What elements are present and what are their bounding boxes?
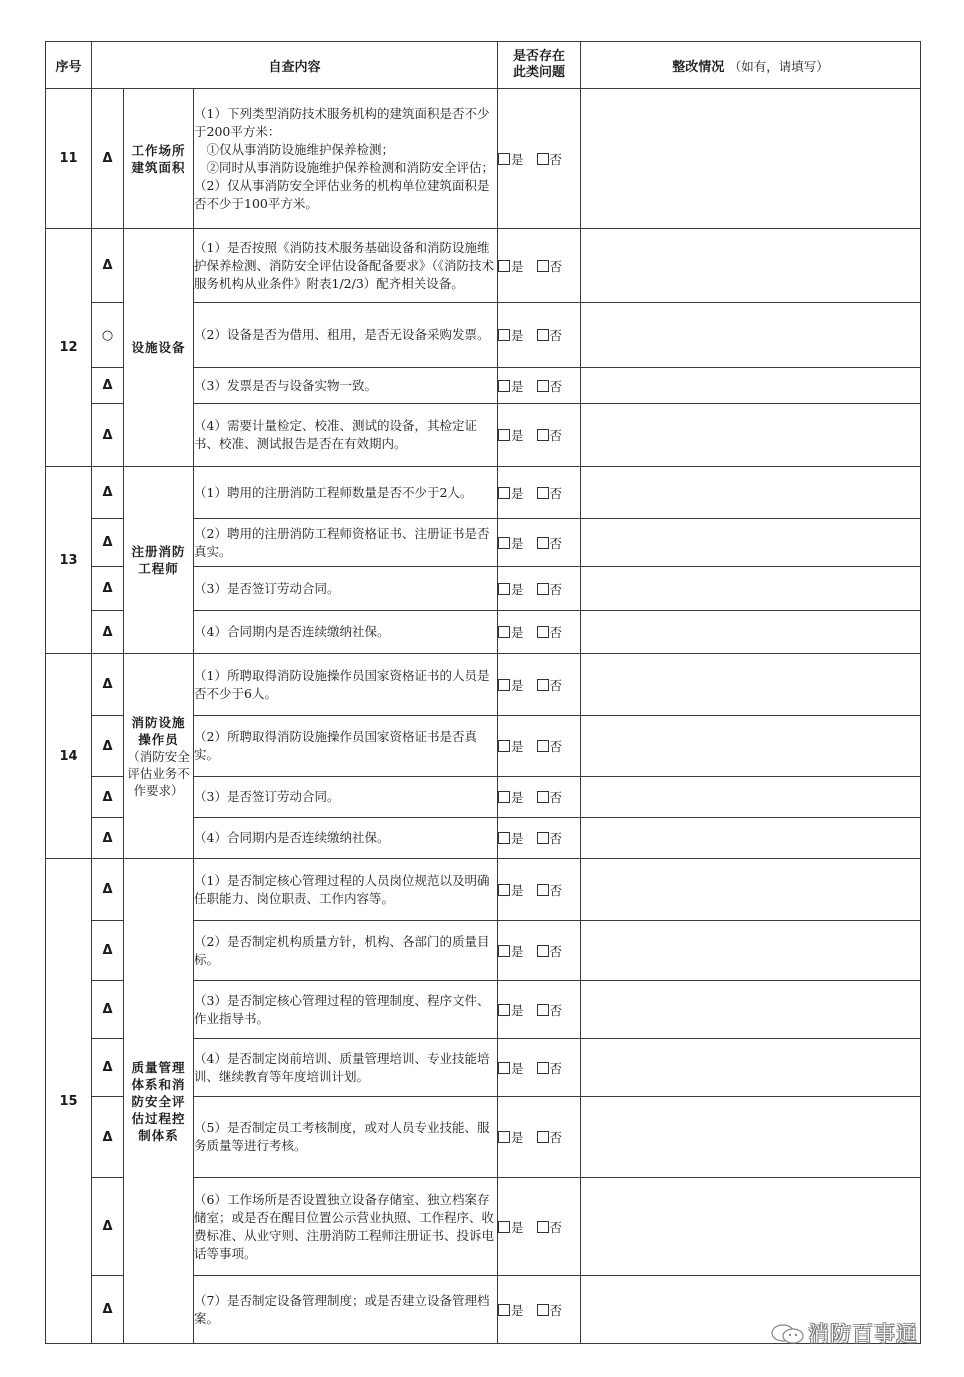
checkbox-label: 否 <box>549 1130 563 1145</box>
checkbox-label: 是 <box>511 739 524 754</box>
row-seq-number: 15 <box>46 859 92 1344</box>
checkbox-yes[interactable] <box>498 534 524 552</box>
checkbox-yes[interactable] <box>498 257 524 275</box>
checkbox-square-icon[interactable] <box>498 1062 510 1074</box>
issue-exists-choice <box>498 567 581 611</box>
checkbox-label: 是 <box>511 882 524 898</box>
triangle-mark-icon: Δ <box>92 1097 124 1178</box>
checkbox-square-icon[interactable] <box>498 1221 510 1233</box>
inspection-item-text <box>194 229 498 303</box>
remedy-input-cell[interactable] <box>581 611 921 654</box>
inspection-item-line: （2）仅从事消防安全评估业务的机构单位建筑面积是否不少于100平方米。 <box>194 177 490 211</box>
table-row <box>46 89 921 229</box>
issue-exists-choice <box>498 981 581 1039</box>
inspection-item-text <box>194 519 498 567</box>
triangle-mark-icon: Δ <box>92 404 124 467</box>
checkbox-square-icon[interactable] <box>537 429 549 441</box>
issue-exists-choice <box>498 467 581 519</box>
table-row <box>46 859 921 921</box>
remedy-input-cell[interactable] <box>581 303 921 368</box>
checkbox-label: 是 <box>511 1002 524 1018</box>
category-label-line: 质量管理 <box>131 1059 186 1075</box>
inspection-item-line: （4）合同期内是否连续缴纳社保。 <box>194 624 390 639</box>
category-cell <box>124 467 194 654</box>
inspection-item-text <box>194 981 498 1039</box>
header-exists-line1: 是否存在 <box>512 49 565 64</box>
inspection-item-line: （4）合同期内是否连续缴纳社保。 <box>194 830 390 845</box>
inspection-item-text <box>194 611 498 654</box>
issue-exists-choice <box>498 303 581 368</box>
inspection-item-line: （3）是否签订劳动合同。 <box>194 789 340 804</box>
checkbox-yes[interactable] <box>498 881 524 899</box>
self-inspection-table <box>45 41 921 1344</box>
issue-exists-choice <box>498 89 581 229</box>
checkbox-label: 否 <box>549 1060 563 1076</box>
remedy-input-cell[interactable] <box>581 777 921 818</box>
category-cell <box>124 859 194 1344</box>
checkbox-label: 是 <box>511 790 524 805</box>
checkbox-yes[interactable] <box>498 426 524 444</box>
checkbox-square-icon[interactable] <box>537 1304 549 1316</box>
checkbox-yes[interactable] <box>498 580 524 598</box>
checkbox-square-icon[interactable] <box>537 740 549 752</box>
inspection-item-text <box>194 921 498 981</box>
checkbox-square-icon[interactable] <box>498 679 510 691</box>
checkbox-square-icon[interactable] <box>537 537 549 549</box>
checkbox-label: 是 <box>511 625 524 640</box>
table-header-row <box>46 42 921 89</box>
checkbox-label: 是 <box>511 535 524 551</box>
checkbox-square-icon[interactable] <box>537 487 549 499</box>
checkbox-square-icon[interactable] <box>537 791 549 803</box>
header-exists-line2: 此类问题 <box>512 65 565 80</box>
table-row <box>46 654 921 716</box>
checkbox-square-icon[interactable] <box>537 1131 549 1143</box>
inspection-item-text <box>194 777 498 818</box>
issue-exists-choice <box>498 1097 581 1178</box>
checkbox-label: 是 <box>511 831 524 846</box>
checkbox-square-icon[interactable] <box>537 1062 549 1074</box>
triangle-mark-icon: Δ <box>92 611 124 654</box>
category-label-line: 体系和消 <box>131 1076 186 1092</box>
remedy-input-cell[interactable] <box>581 1097 921 1178</box>
issue-exists-choice <box>498 229 581 303</box>
inspection-item-text <box>194 818 498 859</box>
remedy-input-cell[interactable] <box>581 368 921 404</box>
checkbox-label: 否 <box>549 485 563 501</box>
inspection-item-line: （1）所聘取得消防设施操作员国家资格证书的人员是否不少于6人。 <box>194 667 490 701</box>
inspection-item-line: （2）所聘取得消防设施操作员国家资格证书是否真实。 <box>194 729 477 762</box>
checkbox-square-icon[interactable] <box>498 884 510 896</box>
category-cell <box>124 89 194 229</box>
inspection-item-text <box>194 89 498 229</box>
inspection-item-text <box>194 1276 498 1344</box>
inspection-item-text <box>194 1097 498 1178</box>
checkbox-square-icon[interactable] <box>498 626 510 638</box>
row-seq-number: 13 <box>46 467 92 654</box>
remedy-input-cell[interactable] <box>581 716 921 777</box>
inspection-item-line: （1）是否制定核心管理过程的人员岗位规范以及明确任职能力、岗位职责、工作内容等。 <box>194 872 490 906</box>
header-seq: 序号 <box>46 42 92 89</box>
triangle-mark-icon: Δ <box>92 981 124 1039</box>
checkbox-square-icon[interactable] <box>537 329 549 341</box>
inspection-item-line: （2）是否制定机构质量方针，机构、各部门的质量目标。 <box>194 933 490 967</box>
checkbox-yes[interactable] <box>498 1001 524 1019</box>
triangle-mark-icon: Δ <box>92 716 124 777</box>
checkbox-label: 否 <box>549 790 563 805</box>
table-body <box>46 89 921 1344</box>
watermark <box>770 1318 918 1348</box>
remedy-input-cell[interactable] <box>581 921 921 981</box>
checkbox-yes[interactable] <box>498 676 524 694</box>
checkbox-no[interactable] <box>537 1059 563 1077</box>
category-label-line: 工作场所 <box>131 142 186 158</box>
checkbox-label: 否 <box>549 677 563 693</box>
circle-mark-icon: ○ <box>92 303 124 368</box>
header-remedy-label: 整改情况 <box>672 59 725 75</box>
inspection-item-line: （1）聘用的注册消防工程师数量是否不少于2人。 <box>194 484 473 500</box>
checkbox-label: 否 <box>549 581 563 597</box>
category-label-line: 注册消防 <box>131 544 186 559</box>
inspection-item-line: ①仅从事消防设施维护保养检测； <box>194 141 395 157</box>
checkbox-no[interactable] <box>537 623 563 641</box>
issue-exists-choice <box>498 859 581 921</box>
triangle-mark-icon: Δ <box>92 519 124 567</box>
issue-exists-choice <box>498 1178 581 1276</box>
inspection-item-text <box>194 716 498 777</box>
checkbox-square-icon[interactable] <box>537 1004 549 1016</box>
issue-exists-choice <box>498 777 581 818</box>
checkbox-square-icon[interactable] <box>537 945 549 957</box>
checkbox-label: 否 <box>549 943 563 959</box>
inspection-item-text <box>194 404 498 467</box>
checkbox-label: 是 <box>511 677 524 693</box>
header-exists <box>498 42 581 89</box>
inspection-item-line: （3）是否签订劳动合同。 <box>194 580 340 596</box>
checkbox-square-icon[interactable] <box>537 832 549 844</box>
triangle-mark-icon: Δ <box>92 89 124 229</box>
checkbox-square-icon[interactable] <box>498 740 510 752</box>
remedy-input-cell[interactable] <box>581 1178 921 1276</box>
remedy-input-cell[interactable] <box>581 859 921 921</box>
checkbox-label: 是 <box>511 428 524 443</box>
checkbox-yes[interactable] <box>498 623 524 641</box>
issue-exists-choice <box>498 404 581 467</box>
checkbox-square-icon[interactable] <box>498 1004 510 1016</box>
remedy-input-cell[interactable] <box>581 229 921 303</box>
issue-exists-choice <box>498 1276 581 1344</box>
checkbox-square-icon[interactable] <box>498 487 510 499</box>
triangle-mark-icon: Δ <box>92 467 124 519</box>
checkbox-square-icon[interactable] <box>498 537 510 549</box>
checkbox-square-icon[interactable] <box>537 626 549 638</box>
watermark-text: 消防百事通 <box>808 1322 918 1346</box>
checkbox-no[interactable] <box>537 377 563 395</box>
checkbox-yes[interactable] <box>498 484 524 502</box>
checkbox-label: 否 <box>549 1302 563 1318</box>
table-row <box>46 467 921 519</box>
checkbox-label: 是 <box>511 151 524 167</box>
checkbox-square-icon[interactable] <box>498 380 510 392</box>
checkbox-no[interactable] <box>537 1301 563 1319</box>
triangle-mark-icon: Δ <box>92 368 124 404</box>
checkbox-label: 是 <box>511 1060 524 1076</box>
inspection-item-text <box>194 1178 498 1276</box>
checkbox-label: 否 <box>549 378 563 394</box>
inspection-item-line: （6）工作场所是否设置独立设备存储室、独立档案存储室；或是否在醒目位置公示营业执照、工作程序、收费标准、从业守则、注册消防工程师注册证书、投诉电话等事项。 <box>194 1191 495 1261</box>
checkbox-label: 否 <box>549 625 563 640</box>
triangle-mark-icon: Δ <box>92 1039 124 1097</box>
remedy-input-cell[interactable] <box>581 467 921 519</box>
checkbox-label: 是 <box>511 1302 524 1318</box>
checkbox-label: 是 <box>511 328 524 343</box>
triangle-mark-icon: Δ <box>92 567 124 611</box>
checkbox-square-icon[interactable] <box>498 1131 510 1143</box>
remedy-input-cell[interactable] <box>581 89 921 229</box>
category-label-line: 工程师 <box>138 561 179 576</box>
triangle-mark-icon: Δ <box>92 921 124 981</box>
checkbox-no[interactable] <box>537 737 563 755</box>
inspection-item-line: ②同时从事消防设施维护保养检测和消防安全评估； <box>194 159 495 175</box>
checkbox-yes[interactable] <box>498 1059 524 1077</box>
checkbox-no[interactable] <box>537 942 563 960</box>
inspection-item-line: （7）是否制定设备管理制度；或是否建立设备管理档案。 <box>194 1292 490 1326</box>
checkbox-label: 否 <box>549 1002 563 1018</box>
wechat-icon <box>770 1323 806 1345</box>
triangle-mark-icon: Δ <box>92 777 124 818</box>
inspection-item-line: （2）设备是否为借用、租用，是否无设备采购发票。 <box>194 327 490 342</box>
category-label-line: 操作员 <box>138 731 179 747</box>
category-label-line: 防安全评 <box>131 1093 186 1109</box>
checkbox-square-icon[interactable] <box>537 1221 549 1233</box>
checkbox-no[interactable] <box>537 676 563 694</box>
checkbox-square-icon[interactable] <box>498 791 510 803</box>
category-label-line: 消防设施 <box>131 714 186 730</box>
remedy-input-cell[interactable] <box>581 818 921 859</box>
triangle-mark-icon: Δ <box>92 654 124 716</box>
checkbox-label: 是 <box>511 378 524 394</box>
checkbox-no[interactable] <box>537 534 563 552</box>
remedy-input-cell[interactable] <box>581 981 921 1039</box>
category-cell <box>124 229 194 467</box>
checkbox-no[interactable] <box>537 1218 563 1236</box>
inspection-item-line: （5）是否制定员工考核制度，或对人员专业技能、服务质量等进行考核。 <box>194 1120 490 1153</box>
checkbox-label: 否 <box>549 258 563 274</box>
checkbox-label: 是 <box>511 258 524 274</box>
checkbox-yes[interactable] <box>498 829 524 847</box>
checkbox-square-icon[interactable] <box>537 260 549 272</box>
inspection-item-line: （3）发票是否与设备实物一致。 <box>194 377 377 393</box>
category-note: （消防安全评估业务不作要求） <box>127 748 190 798</box>
checkbox-label: 是 <box>511 581 524 597</box>
row-seq-number: 11 <box>46 89 92 229</box>
header-remedy <box>581 42 921 89</box>
checkbox-no[interactable] <box>537 257 563 275</box>
triangle-mark-icon: Δ <box>92 229 124 303</box>
issue-exists-choice <box>498 654 581 716</box>
checkbox-square-icon[interactable] <box>537 583 549 595</box>
checkbox-no[interactable] <box>537 829 563 847</box>
checkbox-label: 是 <box>511 485 524 501</box>
checkbox-square-icon[interactable] <box>537 380 549 392</box>
issue-exists-choice <box>498 368 581 404</box>
checkbox-label: 否 <box>549 535 563 551</box>
category-label-line: 建筑面积 <box>131 159 186 175</box>
inspection-item-line: （1）是否按照《消防技术服务基础设备和消防设施维护保养检测、消防安全评估设备配备要求》（《消防技术服务机构从业条件》附表1/2/3）配齐相关设备。 <box>194 239 495 291</box>
inspection-item-text <box>194 1039 498 1097</box>
checkbox-square-icon[interactable] <box>498 832 510 844</box>
issue-exists-choice <box>498 818 581 859</box>
issue-exists-choice <box>498 716 581 777</box>
checkbox-label: 否 <box>549 151 563 167</box>
inspection-item-text <box>194 567 498 611</box>
checkbox-no[interactable] <box>537 150 563 168</box>
checkbox-label: 是 <box>511 943 524 959</box>
triangle-mark-icon: Δ <box>92 818 124 859</box>
checkbox-yes[interactable] <box>498 942 524 960</box>
remedy-input-cell[interactable] <box>581 654 921 716</box>
checkbox-yes[interactable] <box>498 1128 524 1146</box>
inspection-item-line: （4）需要计量检定、校准、测试的设备，其检定证书、校准、测试报告是否在有效期内。 <box>194 418 477 451</box>
issue-exists-choice <box>498 519 581 567</box>
inspection-item-text <box>194 467 498 519</box>
triangle-mark-icon: Δ <box>92 1276 124 1344</box>
checkbox-square-icon[interactable] <box>498 329 510 341</box>
remedy-input-cell[interactable] <box>581 1039 921 1097</box>
table-row <box>46 229 921 303</box>
triangle-mark-icon: Δ <box>92 859 124 921</box>
checkbox-square-icon[interactable] <box>537 884 549 896</box>
category-cell <box>124 654 194 859</box>
checkbox-square-icon[interactable] <box>498 583 510 595</box>
inspection-item-line: （2）聘用的注册消防工程师资格证书、注册证书是否真实。 <box>194 525 490 559</box>
issue-exists-choice <box>498 1039 581 1097</box>
checkbox-label: 是 <box>511 1130 524 1145</box>
inspection-item-text <box>194 368 498 404</box>
checkbox-square-icon[interactable] <box>498 260 510 272</box>
inspection-item-line: （4）是否制定岗前培训、质量管理培训、专业技能培训、继续教育等年度培训计划。 <box>194 1050 490 1084</box>
checkbox-no[interactable] <box>537 484 563 502</box>
category-label-line: 设施设备 <box>131 340 186 355</box>
remedy-input-cell[interactable] <box>581 519 921 567</box>
checkbox-yes[interactable] <box>498 788 524 806</box>
checkbox-label: 否 <box>549 428 563 443</box>
checkbox-label: 否 <box>549 1219 563 1235</box>
checkbox-no[interactable] <box>537 426 563 444</box>
checkbox-square-icon[interactable] <box>498 1304 510 1316</box>
checkbox-square-icon[interactable] <box>537 679 549 691</box>
category-label-line: 估过程控 <box>131 1110 186 1126</box>
checkbox-square-icon[interactable] <box>498 153 510 165</box>
checkbox-no[interactable] <box>537 881 563 899</box>
checkbox-yes[interactable] <box>498 326 524 344</box>
header-remedy-note: （如有，请填写） <box>728 58 829 74</box>
category-label-line: 制体系 <box>138 1127 179 1143</box>
inspection-item-text <box>194 303 498 368</box>
checkbox-label: 是 <box>511 1219 524 1235</box>
inspection-item-line: （1）下列类型消防技术服务机构的建筑面积是否不少于200平方米： <box>194 105 490 139</box>
checkbox-yes[interactable] <box>498 150 524 168</box>
inspection-item-text <box>194 859 498 921</box>
checkbox-no[interactable] <box>537 580 563 598</box>
remedy-input-cell[interactable] <box>581 567 921 611</box>
checkbox-yes[interactable] <box>498 1301 524 1319</box>
checkbox-square-icon[interactable] <box>537 153 549 165</box>
issue-exists-choice <box>498 611 581 654</box>
checkbox-label: 否 <box>549 831 563 846</box>
row-seq-number: 12 <box>46 229 92 467</box>
checkbox-label: 否 <box>549 882 563 898</box>
issue-exists-choice <box>498 921 581 981</box>
checkbox-no[interactable] <box>537 326 563 344</box>
row-seq-number: 14 <box>46 654 92 859</box>
checkbox-yes[interactable] <box>498 737 524 755</box>
checkbox-square-icon[interactable] <box>498 429 510 441</box>
checkbox-yes[interactable] <box>498 1218 524 1236</box>
triangle-mark-icon: Δ <box>92 1178 124 1276</box>
checkbox-label: 否 <box>549 739 563 754</box>
remedy-input-cell[interactable] <box>581 404 921 467</box>
checkbox-no[interactable] <box>537 1128 563 1146</box>
checkbox-no[interactable] <box>537 1001 563 1019</box>
checkbox-no[interactable] <box>537 788 563 806</box>
checkbox-label: 否 <box>549 328 563 343</box>
inspection-item-line: （3）是否制定核心管理过程的管理制度、程序文件、作业指导书。 <box>194 992 490 1026</box>
inspection-item-text <box>194 654 498 716</box>
header-content: 自查内容 <box>92 42 498 89</box>
checkbox-square-icon[interactable] <box>498 945 510 957</box>
checkbox-yes[interactable] <box>498 377 524 395</box>
